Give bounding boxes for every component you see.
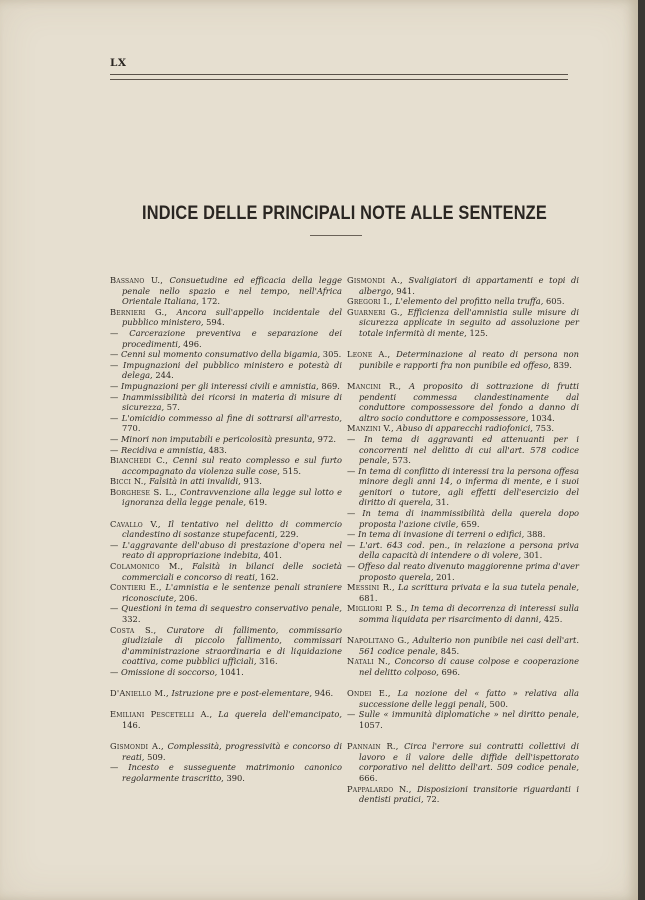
entry-page: 301.	[521, 550, 543, 561]
entry-title: Recidiva e amnistia,	[120, 444, 206, 455]
entry-title: Minori non imputabili e pericolosità presunta,	[120, 433, 315, 444]
entry-page: 496.	[180, 338, 202, 349]
index-entry	[347, 381, 579, 423]
entry-title: In tema di aggravanti ed attenuanti per i concorrenti nel delitto di cui all'art. 578 codice penale,	[359, 433, 580, 466]
index-entry	[110, 328, 342, 349]
entry-title: L'art. 643 cod. pen., in relazione a persona priva della capacità di intendere o di volere,	[359, 539, 579, 561]
index-entry	[110, 741, 342, 762]
entry-title: Falsità in bilanci delle società commerciali e concorso di reati,	[122, 561, 343, 582]
index-entry	[110, 392, 342, 413]
index-entry	[347, 466, 579, 508]
index-entry	[347, 296, 579, 307]
entry-author: Bianchedi C.,	[110, 455, 169, 466]
entry-page: 1034.	[528, 412, 555, 423]
entry-title: Sulle « immunità diplomatiche » nel diritto penale,	[358, 709, 579, 720]
entry-title: Omissione di soccorso,	[120, 666, 218, 677]
index-entry	[110, 413, 342, 434]
entry-dash: —	[110, 666, 119, 677]
entry-title: La nozione del « fatto » relativa alla successione delle leggi penali,	[359, 688, 579, 709]
index-entry	[347, 349, 579, 370]
index-entry	[110, 667, 342, 678]
entry-title: Concorso di cause colpose e cooperazione nel delitto colposo,	[359, 656, 580, 677]
index-entry	[347, 508, 579, 529]
entry-page: 770.	[122, 423, 141, 434]
entry-page: 172.	[198, 296, 221, 307]
entry-author: Bernieri G.,	[110, 306, 168, 317]
entry-title: A proposito di sottrazione di frutti pendenti commessa clandestinamente dal conduttore compossessore del fondo a danno di altro socio conduttore e compossessore,	[359, 380, 579, 423]
index-entry	[110, 603, 342, 624]
entry-author: Ondei E.,	[347, 688, 391, 699]
index-entry	[347, 561, 579, 582]
index-entry	[347, 540, 579, 561]
index-entry	[347, 688, 579, 709]
index-entry	[347, 307, 579, 339]
index-entry	[347, 423, 579, 434]
entry-title: La scrittura privata e la sua tutela penale,	[397, 582, 579, 593]
entry-author: Guarneri G.,	[347, 306, 403, 317]
entry-author: Cavallo V.,	[110, 518, 161, 529]
entry-title: L'elemento del profitto nella truffa,	[395, 296, 544, 307]
entry-page: 573.	[389, 455, 411, 466]
entry-title: Determinazione al reato di persona non punibile e rapporti fra non punibile ed offeso,	[359, 349, 579, 370]
entry-page: 659.	[458, 518, 480, 529]
entry-title: Falsità in atti invalidi,	[149, 476, 241, 487]
entry-page: 162.	[257, 571, 279, 582]
entry-title: La querela dell'emancipato,	[218, 709, 342, 720]
header-rule-second	[110, 79, 568, 80]
entry-author: Costa S.,	[110, 624, 157, 635]
entry-author: Natali N.,	[347, 656, 391, 667]
entry-title: Efficienza dell'amnistia sulle misure di sicurezza applicate in seguito ad assoluzione per totale infermità di mente,	[359, 306, 579, 338]
entry-page: 483.	[205, 444, 227, 455]
entry-author: Gismondi A.,	[347, 275, 403, 285]
entry-title: Disposizioni transitorie riguardanti i dentisti pratici,	[359, 783, 579, 805]
entry-title: Svaligiatori di appartamenti e topi di albergo,	[359, 275, 579, 296]
entry-dash: —	[110, 539, 119, 550]
entry-page: 681.	[359, 592, 378, 603]
index-entry	[110, 487, 342, 508]
entry-page: 57.	[164, 402, 180, 413]
entry-author: Bassano U.,	[110, 275, 164, 285]
entry-dash: —	[110, 762, 119, 773]
entry-dash: —	[110, 359, 119, 370]
entry-dash: —	[347, 709, 356, 720]
index-entry	[110, 275, 342, 307]
entry-author: Gregori I.,	[347, 296, 393, 307]
entry-dash: —	[110, 349, 119, 360]
entry-page: 619.	[246, 497, 268, 508]
entry-page: 316.	[256, 656, 278, 667]
entry-author: Pappalardo N.,	[347, 783, 412, 794]
entry-dash: —	[347, 529, 356, 540]
entry-title: Il tentativo nel delitto di commercio clandestino di sostanze stupefacenti,	[122, 518, 343, 540]
entry-title: Adulterio non punibile nei casi dell'art. 561 codice penale,	[359, 635, 579, 656]
index-entry	[110, 381, 342, 392]
entry-dash: —	[110, 391, 119, 402]
entry-page: 594.	[203, 317, 225, 328]
entry-page: 515.	[279, 465, 302, 476]
index-entry	[347, 275, 579, 296]
entry-title: L'omicidio commesso al fine di sottrarsi all'arresto,	[121, 412, 342, 423]
entry-title: Istruzione pre e post-elementare,	[171, 688, 313, 699]
index-entry	[347, 603, 579, 624]
index-entry	[110, 625, 342, 667]
entry-title: In tema di inammissibilità della querela dopo proposta l'azione civile,	[359, 508, 579, 529]
entry-dash: —	[347, 508, 356, 519]
entry-page: 753.	[532, 423, 554, 434]
index-entry	[110, 476, 342, 487]
entry-page: 605.	[543, 296, 565, 307]
entry-title: In tema di invasione di terreni o edifici,	[357, 529, 525, 540]
entry-author: D'Aniello M.,	[110, 688, 169, 699]
index-entry	[347, 434, 579, 466]
entry-author: Migliori P. S.,	[347, 603, 408, 614]
entry-title: Impugnazioni del pubblico ministero e potestà di delega,	[122, 359, 342, 381]
index-entry	[110, 349, 342, 360]
index-entry	[110, 582, 342, 603]
entry-title: Inammissibilità dei ricorsi in materia di misure di sicurezza,	[122, 391, 343, 413]
index-entry	[110, 434, 342, 445]
index-entry	[347, 529, 579, 540]
entry-page: 845.	[438, 645, 460, 656]
entry-page: 941.	[393, 285, 415, 296]
entry-author: Mancini R.,	[347, 380, 402, 391]
index-entry	[110, 762, 342, 783]
entry-title: Abuso di apparecchi radiofonici,	[396, 423, 533, 434]
index-entry	[347, 656, 579, 677]
entry-page: 500.	[486, 698, 508, 709]
title-divider	[310, 235, 362, 236]
entry-page: 332.	[122, 614, 141, 624]
entry-page: 509.	[144, 751, 166, 762]
entry-dash: —	[110, 444, 119, 455]
entry-title: Complessità, progressività e concorso di reati,	[122, 741, 343, 762]
entry-title: In tema di decorrenza di interessi sulla somma liquidata per risarcimento di danni,	[359, 603, 580, 624]
index-entry	[110, 360, 342, 381]
index-entry	[347, 741, 579, 783]
entry-page: 206.	[176, 592, 198, 603]
entry-title: L'amnistia e le sentenze penali straniere riconosciute,	[122, 582, 342, 603]
entry-dash: —	[110, 327, 119, 338]
entry-title: Carcerazione preventiva e separazione dei procedimenti,	[122, 327, 343, 349]
entry-title: Consuetudine ed efficacia della legge penale nello spazio e nel tempo, nell'Africa Orientale Italiana,	[122, 275, 343, 307]
entry-author: Messini R.,	[347, 582, 395, 593]
index-column-left	[110, 275, 342, 784]
entry-page: 201.	[433, 571, 455, 582]
entry-title: L'aggravante dell'abuso di prestazione d'opera nel reato di appropriazione indebita,	[122, 539, 343, 561]
entry-title: Curatore di fallimento, commissario giudiziale di piccolo fallimento, commissari d'amministrazione straordinaria e di liquidazione coattiva, come pubblici ufficiali,	[122, 624, 342, 667]
entry-page: 913.	[240, 476, 262, 487]
entry-author: Colamonico M.,	[110, 561, 184, 572]
index-entry	[110, 688, 342, 699]
entry-dash: —	[110, 380, 119, 391]
entry-page: 946.	[312, 688, 334, 699]
entry-page: 666.	[359, 772, 378, 783]
entry-dash: —	[110, 433, 119, 444]
entry-page: 696.	[438, 666, 460, 677]
index-entry	[110, 709, 342, 730]
entry-dash: —	[110, 412, 119, 423]
entry-title: Ancora sull'appello incidentale del pubblico ministero,	[122, 306, 343, 328]
entry-dash: —	[110, 603, 119, 614]
entry-title: Cenni sul momento consumativo della bigamia,	[120, 349, 321, 360]
entry-page: 229.	[277, 529, 299, 540]
index-entry	[347, 635, 579, 656]
entry-page: 125.	[466, 327, 488, 338]
entry-author: Gismondi A.,	[110, 741, 164, 752]
index-entry	[110, 307, 342, 328]
entry-author: Manzini V.,	[347, 423, 394, 434]
entry-title: Cenni sul reato complesso e sul furto accompagnato da violenza sulle cose,	[122, 455, 342, 476]
entry-author: Borghese S. L.,	[110, 486, 177, 497]
index-entry	[110, 445, 342, 456]
entry-page: 425.	[541, 614, 563, 624]
entry-page: 869.	[318, 380, 340, 391]
entry-dash: —	[347, 561, 356, 572]
entry-page: 1041.	[217, 666, 244, 677]
page-title: INDICE DELLE PRINCIPALI NOTE ALLE SENTENZE	[142, 203, 547, 224]
entry-author: Napolitano G.,	[347, 635, 410, 646]
entry-author: Leone A.,	[347, 349, 391, 360]
entry-title: Impugnazioni per gli interessi civili e amnistia,	[120, 380, 319, 391]
entry-author: Bicci N.,	[110, 476, 147, 487]
index-entry	[347, 582, 579, 603]
index-column-right	[347, 275, 579, 805]
entry-page: 839.	[550, 359, 572, 370]
entry-page: 1057.	[359, 719, 383, 730]
entry-page: 390.	[223, 772, 245, 783]
index-entry	[110, 455, 342, 476]
entry-author: Pannain R.,	[347, 741, 399, 752]
entry-page: 972.	[314, 433, 337, 444]
index-entry	[110, 519, 342, 540]
index-entry	[110, 540, 342, 561]
index-entry	[347, 784, 579, 805]
entry-page: 31.	[433, 497, 450, 508]
entry-title: Contravvenzione alla legge sul lotto e ignoranza della legge penale,	[122, 486, 343, 508]
entry-page: 244.	[152, 370, 174, 381]
entry-title: Offeso dal reato divenuto maggiorenne prima d'aver proposto querela,	[357, 561, 579, 582]
entry-title: Circa l'errore sui contratti collettivi di lavoro e il valore delle diffide dell'ispettorato corporativo nel delitto dell'art. 509 codice penale,	[359, 741, 579, 773]
entry-author: Emiliani Pescetelli A.,	[110, 709, 213, 720]
index-entry	[347, 709, 579, 730]
entry-page: 146.	[122, 719, 141, 730]
entry-page: 72.	[423, 794, 440, 805]
entry-title: In tema di conflitto di interessi tra la persona offesa minore degli anni 14, o inferma di mente, e i suoi genitori o tutore, agli effetti dell'esercizio del diritto di querela,	[358, 465, 579, 508]
index-entry	[110, 561, 342, 582]
entry-dash: —	[347, 433, 356, 444]
entry-title: Incesto e susseguente matrimonio canonico regolarmente trascritto,	[122, 762, 342, 783]
entry-page: 388.	[524, 529, 546, 540]
entry-page: 305.	[320, 349, 342, 360]
entry-dash: —	[347, 539, 356, 550]
entry-author: Contieri E.,	[110, 582, 162, 593]
header-rule	[110, 74, 568, 75]
page-number: LX	[110, 57, 127, 69]
entry-page: 401.	[260, 550, 282, 561]
entry-title: Questioni in tema di sequestro conservativo penale,	[121, 603, 342, 614]
entry-dash: —	[347, 465, 356, 476]
